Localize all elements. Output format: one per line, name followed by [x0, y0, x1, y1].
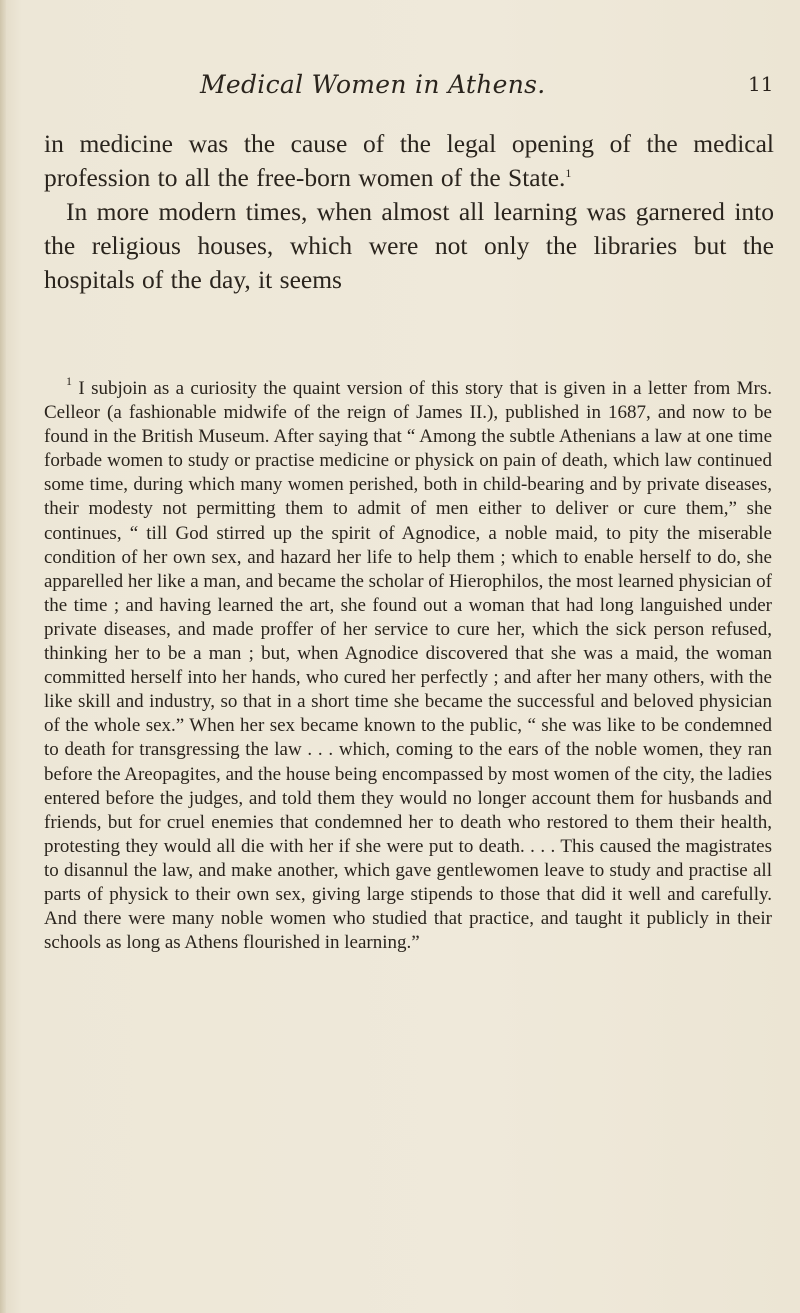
page-number: 11: [748, 72, 774, 96]
page-header: [0, 70, 800, 110]
footnote-reference: 1: [565, 166, 572, 180]
footnote-marker: 1: [66, 374, 72, 388]
footnote: [44, 374, 772, 955]
running-title: Medical Women in Athens.: [200, 70, 546, 99]
body-text: [44, 127, 774, 297]
paragraph: In more modern times, when almost all learning was garnered into the religious houses, which were not only the libraries but the hospitals of the day, it seems: [44, 197, 774, 294]
paragraph-text: in medicine was the cause of the legal opening of the medical profession to all the free-born women of the State.: [44, 129, 774, 192]
page-edge-shadow: [0, 0, 6, 1313]
footnote-text: I subjoin as a curiosity the quaint version of this story that is given in a letter from Mrs. Celleor (a fashionable midwife of the reign of James II.), published in 1687, and now to be found in the British Museum. After saying that “ Among the subtle Athenians a law at one time forbade women to study or practise medicine or physick on pain of death, which law continued some time, during which many women perished, both in child-bearing and by private diseases, their modesty not permitting them to admit of men either to deliver or cure them,” she continues, “ till God stirred up the spirit of Agnodice, a noble maid, to pity the miserable condition of her own sex, and hazard her life to help them ; which to enable herself to do, she apparelled her like a man, and became the scholar of Hierophilos, the most learned physician of the time ; and having learned the art, she found out a woman that had long languished under private diseases, and made proffer of her service to cure her, which the sick person refused, thinking her to be a man ; but, when Agnodice discovered that she was a maid, the woman committed herself into her hands, who cured her perfectly ; and after her many others, with the like skill and industry, so that in a short time she became the successful and beloved physician of the whole sex.” When her sex became known to the public, “ she was like to be condemned to death for transgressing the law . . . which, coming to the ears of the noble women, they ran before the Areopagites, and the house being encompassed by most women of the city, the ladies entered before the judges, and told them they would no longer account them for husbands and friends, but for cruel enemies that condemned her to death who restored to them their health, protesting they would all die with her if she were put to death. . . . This caused the magistrates to disannul the law, and make another, which gave gentlewomen leave to study and practise all parts of physick to their own sex, giving large stipends to those that did it well and carefully. And there were many noble women who studied that practice, and taught it publicly in their schools as long as Athens flourished in learning.”: [44, 378, 772, 954]
paragraph-continuation: [44, 127, 774, 195]
footnote-paragraph: [44, 374, 772, 955]
